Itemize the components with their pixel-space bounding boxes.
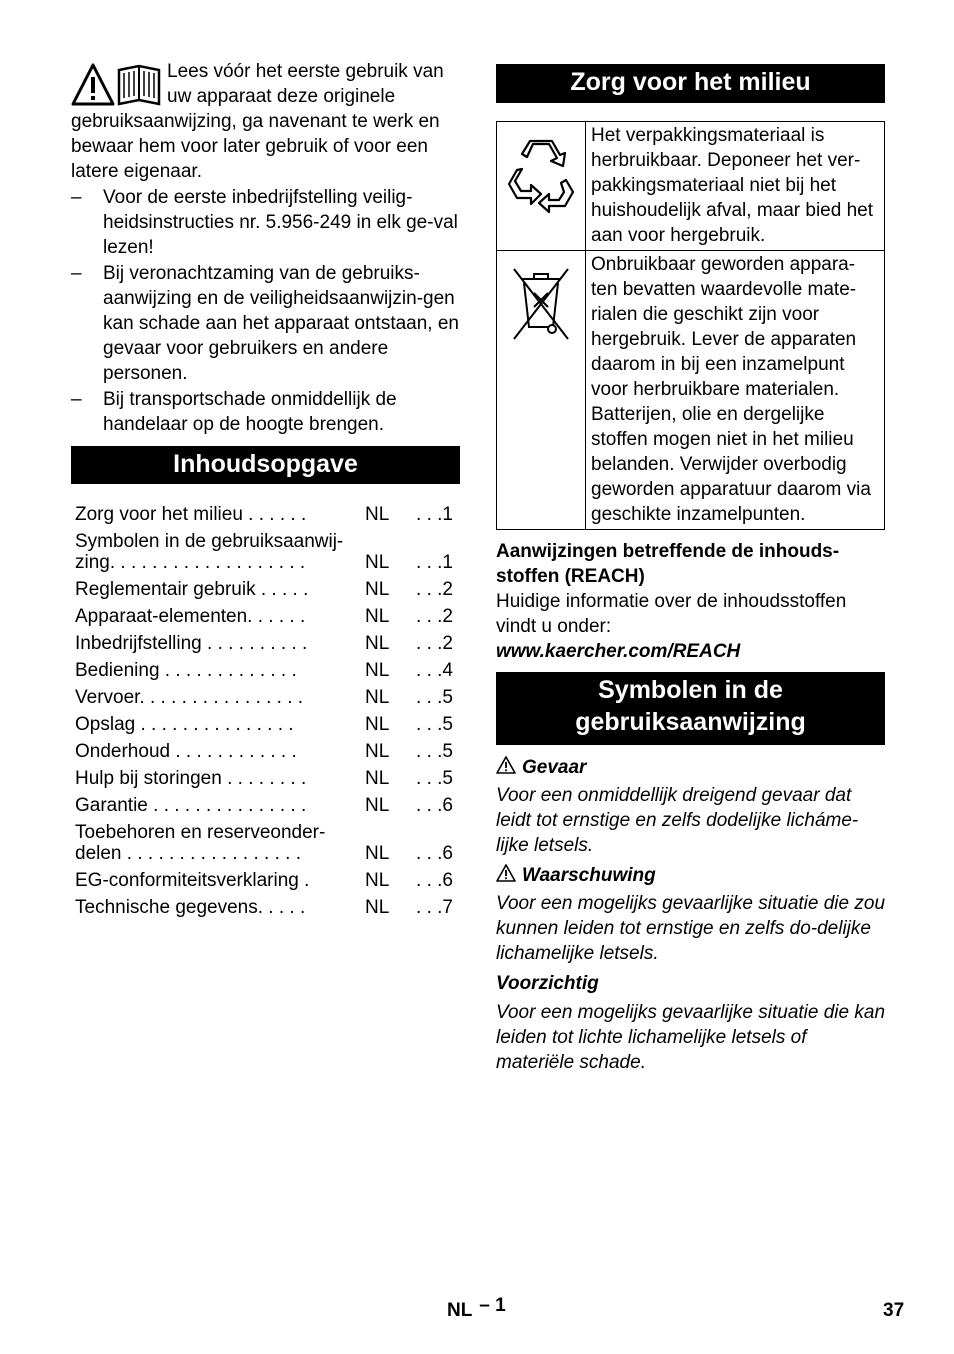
table-cell-text: Onbruikbaar geworden appara-ten bevatten waardevolle mate-rialen die geschikt zijn voor hergebruik. Lever de apparaten daarom in bij een inzamelpunt voor herbruikbare materialen. Batterijen, olie en dergelijke stoffen mogen niet in het milieu belanden. Verwijder overbodig geworden apparatuur daarom via geschikte inzamelpunten. (586, 251, 885, 530)
recycle-icon (503, 136, 579, 216)
toc-row[interactable] (71, 629, 460, 656)
footer-sub-page: – 1 (479, 1295, 506, 1316)
crossed-out-bin-icon (508, 263, 574, 343)
toc-row[interactable] (71, 764, 460, 791)
toc-lang: NL (365, 741, 390, 762)
toc-page: . . .6 (416, 870, 453, 891)
right-column (496, 0, 885, 1075)
page-number: 37 (883, 1300, 905, 1321)
environment-heading: Zorg voor het milieu (496, 64, 885, 103)
intro-block (71, 59, 460, 437)
list-item: – Bij veronachtzaming van de gebruiks-aanwijzing en de veiligheidsaanwijzin-gen kan schade aan het apparaat ontstaan, en gevaar voor gebruikers en andere personen. (71, 261, 460, 386)
toc-title: Technische gegevens. . . . . (75, 897, 306, 918)
table-row (497, 251, 885, 530)
caution-label: Voorzichtig (496, 973, 599, 994)
toc-row[interactable] (71, 818, 460, 866)
toc-title: Zorg voor het milieu . . . . . . (75, 504, 307, 525)
toc-page: . . .6 (416, 843, 453, 864)
toc-title: Inbedrijfstelling . . . . . . . . . . (75, 633, 308, 654)
toc-page: . . .5 (416, 714, 453, 735)
toc-page: . . .4 (416, 660, 453, 681)
caution-text: Voor een mogelijks gevaarlijke situatie die kan leiden tot lichte lichamelijke letsels of materiële schade. (496, 1002, 886, 1073)
toc-lang: NL (365, 660, 390, 681)
toc-page: . . .2 (416, 579, 453, 600)
toc-row[interactable] (71, 683, 460, 710)
table-cell-icon (497, 251, 586, 530)
toc-row[interactable] (71, 737, 460, 764)
toc-row[interactable] (71, 791, 460, 818)
toc-title: Garantie . . . . . . . . . . . . . . . (75, 795, 307, 816)
warning-label: Waarschuwing (522, 865, 656, 886)
table-cell-text: Het verpakkingsmateriaal is herbruikbaar. Deponeer het ver-pakkingsmateriaal niet bij het huishoudelijk afval, maar bied het aan voor hergebruik. (586, 122, 885, 251)
footer-lang-code: NL (447, 1300, 472, 1321)
toc-lang: NL (365, 768, 390, 789)
toc-lang: NL (365, 633, 390, 654)
list-item: – Bij transportschade onmiddellijk de handelaar op de hoogte brengen. (71, 387, 460, 437)
toc-page: . . .1 (416, 552, 453, 573)
danger-heading (496, 755, 885, 780)
toc-row[interactable] (71, 710, 460, 737)
toc-lang: NL (365, 897, 390, 918)
toc-page: . . .5 (416, 768, 453, 789)
toc-title: zing. . . . . . . . . . . . . . . . . . . (75, 552, 306, 573)
toc-title: Hulp bij storingen . . . . . . . . (75, 768, 307, 789)
toc-title: Vervoer. . . . . . . . . . . . . . . . (75, 687, 304, 708)
table-cell-icon (497, 122, 586, 251)
toc-page: . . .1 (416, 504, 453, 525)
toc-lang: NL (365, 606, 390, 627)
toc-row[interactable] (71, 575, 460, 602)
toc-lang: NL (365, 504, 390, 525)
toc-heading: Inhoudsopgave (71, 446, 460, 484)
intro-bullet-list (71, 185, 460, 437)
toc-row[interactable] (71, 602, 460, 629)
reach-link[interactable]: www.kaercher.com/REACH (496, 641, 741, 662)
list-item: – Voor de eerste inbedrijfstelling veilig-heidsinstructies nr. 5.956-249 in elk ge-val lezen! (71, 185, 460, 260)
toc-lang: NL (365, 687, 390, 708)
toc-row[interactable] (71, 527, 460, 575)
reach-text: Huidige informatie over de inhoudsstoffen vindt u onder: (496, 591, 847, 637)
table-row (497, 122, 885, 251)
footer-language (447, 1295, 506, 1323)
danger-text: Voor een onmiddellijk dreigend gevaar dat leidt tot ernstige en zelfs dodelijke licháme-lijke letsels. (496, 785, 859, 856)
warning-text: Voor een mogelijks gevaarlijke situatie die zou kunnen leiden tot ernstige en zelfs do-delijke lichamelijke letsels. (496, 893, 886, 964)
toc-lang: NL (365, 870, 390, 891)
symbols-heading: Symbolen in de gebruiksaanwijzing (496, 672, 885, 745)
warning-triangle-icon (496, 864, 516, 882)
toc-page: . . .7 (416, 897, 453, 918)
toc-row[interactable] (71, 866, 460, 893)
toc-page: . . .2 (416, 633, 453, 654)
table-of-contents (71, 500, 460, 920)
toc-title: Opslag . . . . . . . . . . . . . . . (75, 714, 294, 735)
toc-title: Bediening . . . . . . . . . . . . . (75, 660, 297, 681)
toc-title: Reglementair gebruik . . . . . (75, 579, 309, 600)
environment-table (496, 121, 885, 530)
toc-title: delen . . . . . . . . . . . . . . . . . (75, 843, 301, 864)
toc-lang: NL (365, 843, 390, 864)
toc-page: . . .2 (416, 606, 453, 627)
toc-page: . . .6 (416, 795, 453, 816)
intro-text: Lees vóór het eerste gebruik van uw apparaat deze originele gebruiksaanwijzing, ga navenant te werk en bewaar hem voor later gebruik of voor een latere eigenaar. (71, 61, 444, 182)
toc-title-line1: Symbolen in de gebruiksaanwij- (75, 531, 344, 552)
reach-heading: Aanwijzingen betreffende de inhouds-stoffen (REACH) (496, 541, 840, 587)
danger-label: Gevaar (522, 757, 587, 778)
toc-row[interactable] (71, 500, 460, 527)
toc-page: . . .5 (416, 687, 453, 708)
toc-page: . . .5 (416, 741, 453, 762)
toc-title: Onderhoud . . . . . . . . . . . . (75, 741, 297, 762)
warning-and-manual-icon (71, 62, 163, 108)
toc-row[interactable] (71, 893, 460, 920)
toc-lang: NL (365, 552, 390, 573)
warning-triangle-icon (496, 756, 516, 774)
warning-heading (496, 863, 885, 888)
toc-lang: NL (365, 579, 390, 600)
toc-row[interactable] (71, 656, 460, 683)
toc-title: EG-conformiteitsverklaring . (75, 870, 310, 891)
toc-title-line1: Toebehoren en reserveonder- (75, 822, 326, 843)
toc-lang: NL (365, 714, 390, 735)
toc-title: Apparaat-elementen. . . . . . (75, 606, 306, 627)
toc-lang: NL (365, 795, 390, 816)
symbols-section (496, 755, 885, 1075)
